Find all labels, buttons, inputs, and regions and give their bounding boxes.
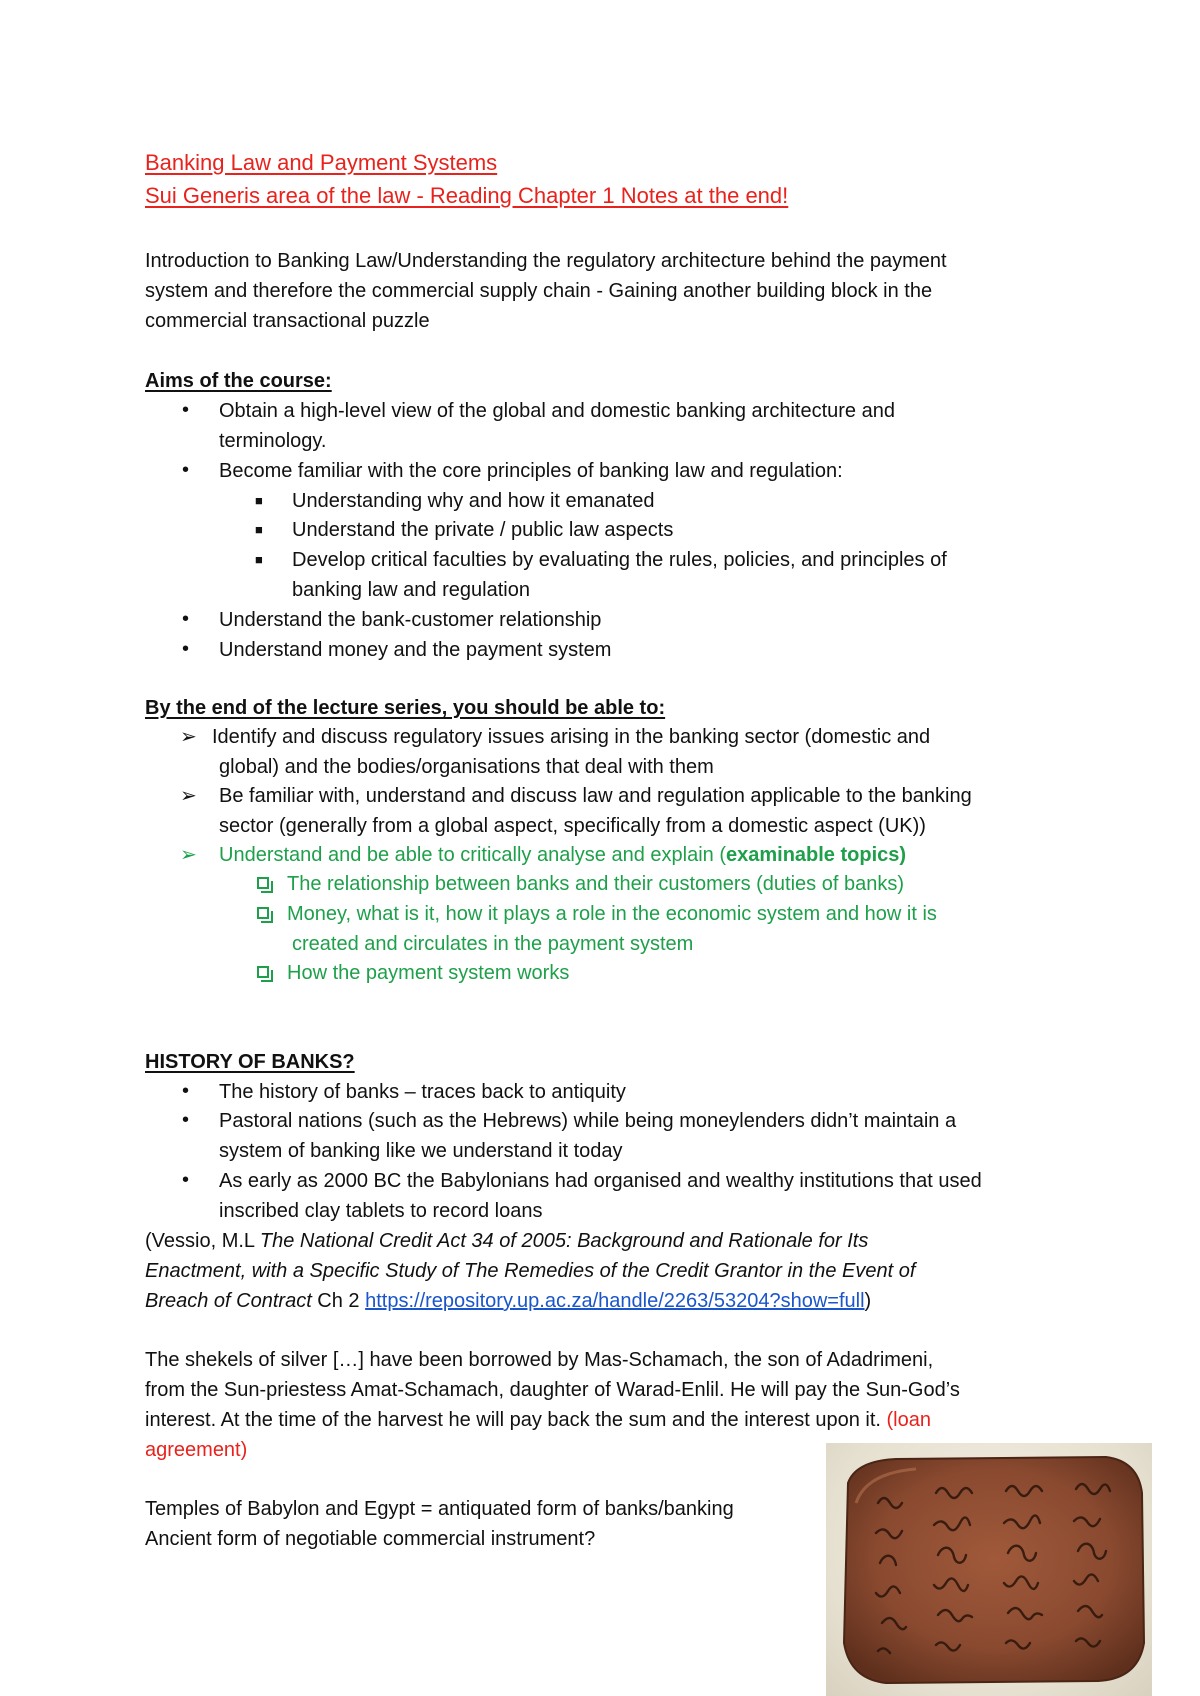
arrow-bullet-icon: ➢ <box>180 785 197 807</box>
document-subtitle: Sui Generis area of the law - Reading Chapter 1 Notes at the end! <box>145 183 789 208</box>
reference-line-3 <box>145 1286 871 1316</box>
bullet-icon: • <box>182 608 190 630</box>
bullet-icon: • <box>182 399 190 421</box>
reference-link[interactable]: https://repository.up.ac.za/handle/2263/53204?show=full <box>365 1290 865 1312</box>
topic-item-1: The relationship between banks and their customers (duties of banks) <box>287 873 905 895</box>
arrow-bullet-icon: ➢ <box>180 726 197 748</box>
intro-line-3: commercial transactional puzzle <box>145 310 430 332</box>
reference-close: ) <box>864 1290 872 1312</box>
checkbox-icon <box>257 877 269 889</box>
bullet-icon: • <box>182 1109 190 1131</box>
aims-item-2: Become familiar with the core principles of banking law and regulation: <box>219 460 843 482</box>
closing-line-1: Temples of Babylon and Egypt = antiquated form of banks/banking <box>145 1498 734 1520</box>
aims-item-4: Understand money and the payment system <box>219 639 612 661</box>
outcome-item-1: Identify and discuss regulatory issues arising in the banking sector (domestic and <box>212 726 931 748</box>
aims-subitem-1: Understanding why and how it emanated <box>292 490 655 512</box>
outcome-item-1-cont: global) and the bodies/organisations that deal with them <box>219 756 714 778</box>
arrow-bullet-icon: ➢ <box>180 844 197 866</box>
quote-line-1: The shekels of silver […] have been borrowed by Mas-Schamach, the son of Adadrimeni, <box>145 1349 934 1371</box>
history-item-2: Pastoral nations (such as the Hebrews) while being moneylenders didn’t maintain a <box>219 1110 957 1132</box>
square-bullet-icon: ■ <box>255 493 263 508</box>
history-item-1: The history of banks – traces back to antiquity <box>219 1081 626 1103</box>
outcome-item-3 <box>219 840 906 870</box>
bullet-icon: • <box>182 1169 190 1191</box>
quote-line-2: from the Sun-priestess Amat-Schamach, daughter of Warad-Enlil. He will pay the Sun-God’s <box>145 1379 960 1401</box>
examinable-topics-label: examinable topics) <box>725 844 907 866</box>
aims-subitem-3-cont: banking law and regulation <box>292 579 530 601</box>
history-item-2-cont: system of banking like we understand it today <box>219 1140 623 1162</box>
bullet-icon: • <box>182 459 190 481</box>
clay-tablet-image <box>826 1443 1152 1696</box>
aims-subitem-3: Develop critical faculties by evaluating the rules, policies, and principles of <box>292 549 947 571</box>
bullet-icon: • <box>182 638 190 660</box>
outcome-item-2-cont: sector (generally from a global aspect, specifically from a domestic aspect (UK)) <box>219 815 926 837</box>
quote-annotation: (loan <box>886 1409 931 1431</box>
reference-title-end: Breach of Contract <box>145 1290 312 1312</box>
reference-chapter: Ch 2 <box>311 1290 366 1312</box>
quote-line-3 <box>145 1405 931 1435</box>
reference-line-2 <box>145 1256 915 1286</box>
topic-item-2-cont: created and circulates in the payment system <box>292 933 694 955</box>
checkbox-icon <box>257 966 269 978</box>
aims-item-3: Understand the bank-customer relationship <box>219 609 602 631</box>
aims-subitem-2: Understand the private / public law aspects <box>292 519 674 541</box>
aims-item-1-cont: terminology. <box>219 430 327 452</box>
intro-line-1: Introduction to Banking Law/Understanding the regulatory architecture behind the payment <box>145 250 947 272</box>
reference-line-1 <box>145 1226 868 1256</box>
topic-item-3: How the payment system works <box>287 962 570 984</box>
clay-tablet-illustration <box>826 1443 1152 1696</box>
intro-line-2: system and therefore the commercial supply chain - Gaining another building block in the <box>145 280 933 302</box>
aims-heading: Aims of the course: <box>145 370 332 392</box>
history-item-3: As early as 2000 BC the Babylonians had organised and wealthy institutions that used <box>219 1170 982 1192</box>
reference-title: The National Credit Act 34 of 2005: Background and Rationale for Its <box>259 1230 869 1252</box>
topic-item-2: Money, what is it, how it plays a role in the economic system and how it is <box>287 903 937 925</box>
quote-text: interest. At the time of the harvest he will pay back the sum and the interest upon it. <box>145 1409 887 1431</box>
history-heading: HISTORY OF BANKS? <box>145 1051 355 1073</box>
history-item-3-cont: inscribed clay tablets to record loans <box>219 1200 543 1222</box>
square-bullet-icon: ■ <box>255 552 263 567</box>
reference-title-cont: Enactment, with a Specific Study of The Remedies of the Credit Grantor in the Event of <box>145 1260 916 1282</box>
outcome-item-2: Be familiar with, understand and discuss law and regulation applicable to the banking <box>219 785 972 807</box>
bullet-icon: • <box>182 1080 190 1102</box>
document-title: Banking Law and Payment Systems <box>145 150 498 175</box>
closing-line-2: Ancient form of negotiable commercial instrument? <box>145 1528 596 1550</box>
reference-author: (Vessio, M.L <box>145 1230 260 1252</box>
outcomes-heading: By the end of the lecture series, you should be able to: <box>145 697 666 719</box>
quote-annotation-cont: agreement) <box>145 1439 248 1461</box>
checkbox-icon <box>257 907 269 919</box>
aims-item-1: Obtain a high-level view of the global and domestic banking architecture and <box>219 400 895 422</box>
square-bullet-icon: ■ <box>255 522 263 537</box>
outcome-item-3-text: Understand and be able to critically analyse and explain ( <box>219 844 726 866</box>
